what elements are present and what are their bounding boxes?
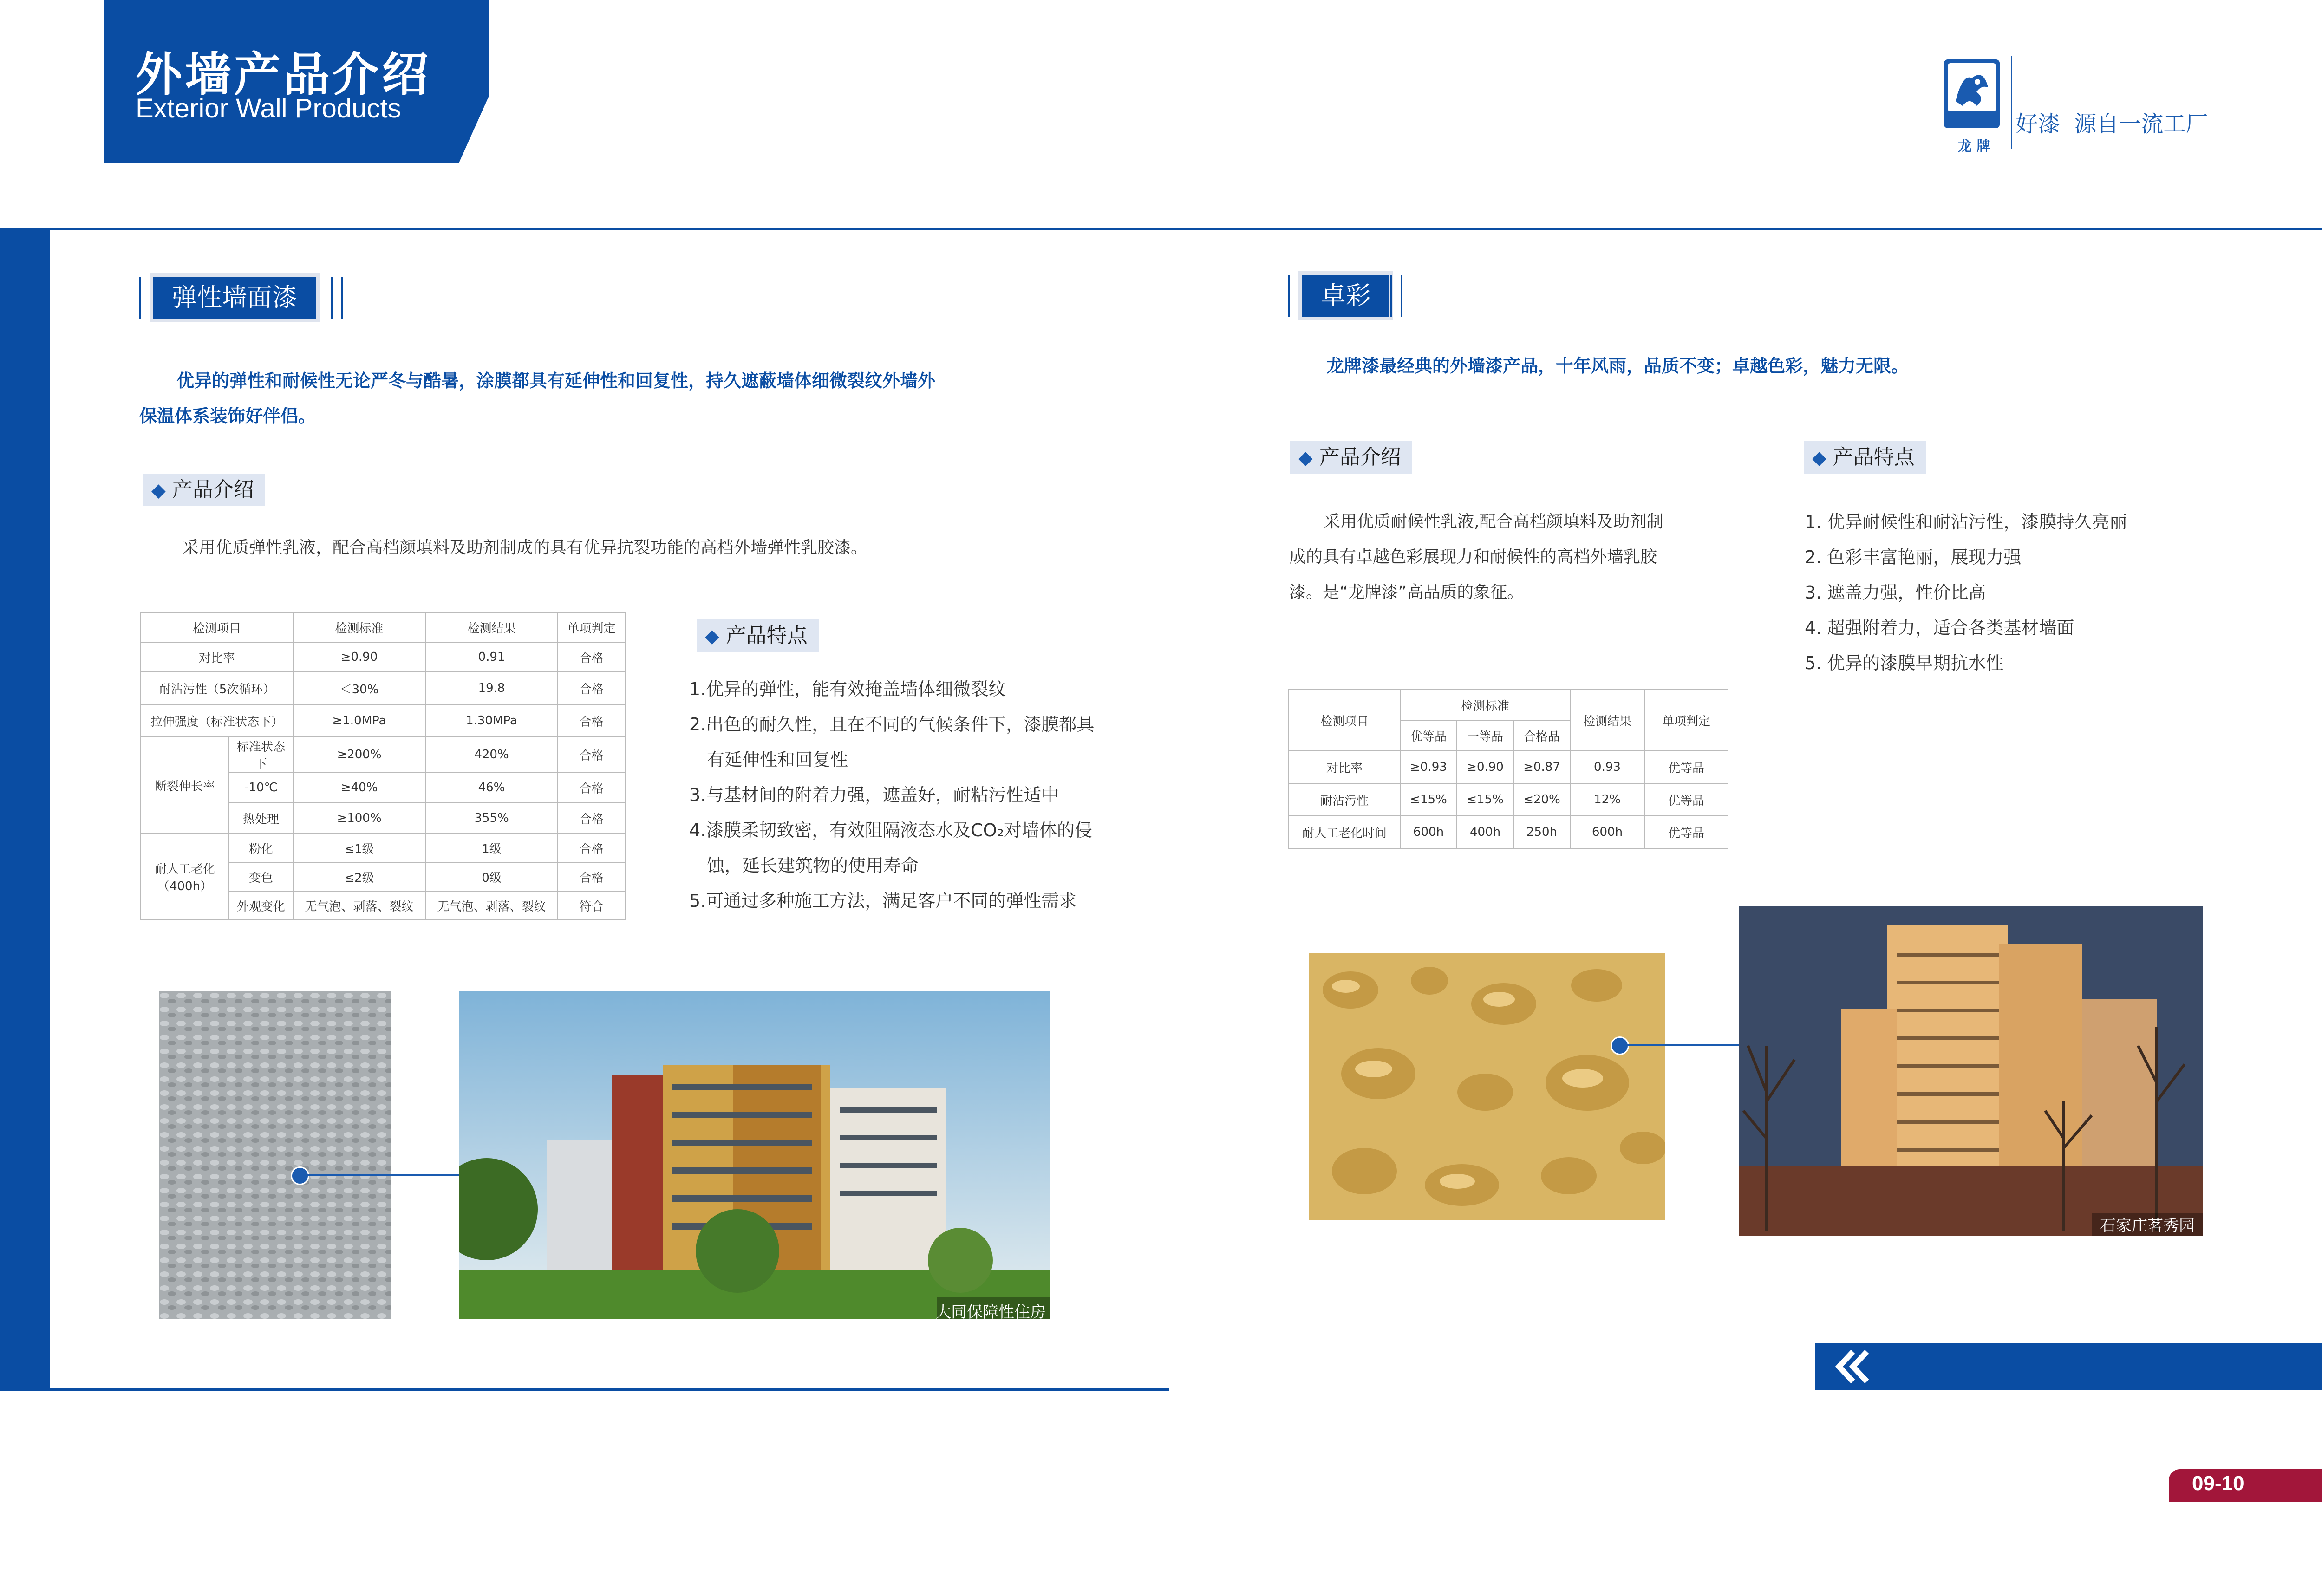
page-subtitle: Exterior Wall Products: [136, 93, 401, 124]
section-marker: [1288, 275, 1300, 317]
texture-swatch-gray: [159, 991, 391, 1319]
elastic-intro-line2: 保温体系装饰好伴侣。: [139, 406, 316, 426]
elastic-spec-table: [140, 612, 626, 920]
zhuocai-intro-line: 采用优质耐候性乳液,配合高档颜填料及助剂制: [1324, 512, 1663, 531]
table-cell: 外观变化: [229, 891, 293, 920]
table-header-row: [1289, 690, 1728, 720]
table-row: [141, 672, 625, 704]
table-cell: 400h: [1457, 816, 1513, 848]
table-cell: ≤15%: [1400, 783, 1457, 816]
table-row: [1289, 816, 1728, 848]
dragon-logo-icon: [1944, 59, 2000, 128]
subhead-label: 产品介绍: [172, 478, 254, 502]
table-cell: 检测标准: [1400, 690, 1570, 720]
table-cell: 合格: [558, 772, 625, 803]
table-cell: 合格: [558, 704, 625, 737]
table-cell: 0.93: [1570, 751, 1644, 783]
table-cell: ≥200%: [293, 737, 425, 772]
feature-line: 3.与基材间的附着力强，遮盖好，耐粘污性适中: [689, 785, 1059, 805]
table-cell: 优等品: [1644, 783, 1728, 816]
diamond-icon: ◆: [1298, 447, 1313, 469]
table-cell: 断裂伸长率: [141, 737, 229, 834]
table-header-row: [141, 612, 625, 642]
table-cell: 变色: [229, 862, 293, 891]
table-row: [141, 642, 625, 672]
table-row: [1289, 751, 1728, 783]
table-cell: 检测结果: [1570, 690, 1644, 751]
table-cell: 46%: [425, 772, 558, 803]
photo-caption: 大同保障性住房: [935, 1303, 1046, 1322]
zhuocai-spec-table: [1288, 689, 1728, 849]
feature-line: 4. 超强附着力，适合各类基材墙面: [1805, 618, 2074, 638]
table-cell: 无气泡、剥落、裂纹: [293, 891, 425, 920]
top-rule: [50, 228, 2322, 230]
table-cell: ≤1级: [293, 834, 425, 862]
subhead-label: 产品特点: [1833, 445, 1915, 469]
elastic-intro-line1: 优异的弹性和耐候性无论严冬与酷暑，涂膜都具有延伸性和回复性，持久遮蔽墙体细微裂纹外墙外: [176, 371, 936, 391]
table-cell: 检测标准: [293, 612, 425, 642]
feature-line: 有延伸性和回复性: [707, 749, 848, 770]
slogan: 好漆 源自一流工厂: [2015, 111, 2208, 137]
chevron-left-icon: [1834, 1348, 1876, 1393]
diamond-icon: ◆: [151, 480, 166, 501]
zhuocai-intro-line: 成的具有卓越色彩展现力和耐候性的高档外墙乳胶: [1289, 547, 1657, 567]
table-cell: 对比率: [141, 642, 293, 672]
section-marker: [1390, 275, 1402, 317]
table-cell: 12%: [1570, 783, 1644, 816]
table-cell: 1.30MPa: [425, 704, 558, 737]
table-cell: 检测结果: [425, 612, 558, 642]
table-cell: 检测项目: [141, 612, 293, 642]
slogan-divider: [2011, 56, 2012, 149]
feature-line: 2. 色彩丰富艳丽，展现力强: [1805, 547, 2022, 567]
table-cell: 耐人工老化时间: [1289, 816, 1400, 848]
table-cell: ≥0.93: [1400, 751, 1457, 783]
table-cell: ≤20%: [1513, 783, 1570, 816]
table-cell: 合格品: [1513, 720, 1570, 751]
table-cell: 600h: [1570, 816, 1644, 848]
table-cell: 热处理: [229, 803, 293, 834]
table-cell: 合格: [558, 834, 625, 862]
table-cell: 420%: [425, 737, 558, 772]
texture-swatch-yellow: [1309, 953, 1665, 1220]
table-cell: 无气泡、剥落、裂纹: [425, 891, 558, 920]
callout-dot: [291, 1166, 309, 1185]
table-cell: ≥0.90: [293, 642, 425, 672]
feature-line: 蚀，延长建筑物的使用寿命: [707, 855, 919, 876]
table-cell: 合格: [558, 737, 625, 772]
table-cell: 单项判定: [558, 612, 625, 642]
table-row: [141, 704, 625, 737]
table-cell: 符合: [558, 891, 625, 920]
subhead-label: 产品特点: [725, 624, 808, 647]
section-title-elastic: 弹性墙面漆: [153, 277, 316, 319]
diamond-icon: ◆: [705, 625, 719, 647]
feature-line: 5. 优异的漆膜早期抗水性: [1805, 653, 2004, 673]
page-title: 外墙产品介绍: [136, 47, 431, 102]
section-title-zhuocai: 卓彩: [1302, 275, 1389, 317]
table-cell: 一等品: [1457, 720, 1513, 751]
table-cell: 1级: [425, 834, 558, 862]
section-marker: [139, 277, 151, 319]
table-cell: 耐沾污性（5次循环）: [141, 672, 293, 704]
table-cell: [141, 834, 229, 920]
table-cell: 耐沾污性: [1289, 783, 1400, 816]
table-cell: 合格: [558, 862, 625, 891]
table-cell: ≥0.90: [1457, 751, 1513, 783]
feature-line: 1. 优异耐候性和耐沾污性，漆膜持久亮丽: [1805, 512, 2127, 532]
table-cell: ≥40%: [293, 772, 425, 803]
table-cell: 对比率: [1289, 751, 1400, 783]
bottom-rule: [50, 1388, 1169, 1391]
callout-dot: [1611, 1036, 1629, 1055]
table-row: [141, 834, 625, 862]
table-cell: 优等品: [1644, 751, 1728, 783]
page-number: 09-10: [2192, 1472, 2244, 1495]
subhead-label: 产品介绍: [1319, 445, 1401, 469]
table-cell: ＜30%: [293, 672, 425, 704]
table-cell: 标准状态下: [229, 737, 293, 772]
table-cell: 拉伸强度（标准状态下）: [141, 704, 293, 737]
table-cell: 合格: [558, 672, 625, 704]
logo-caption: 龙 牌: [1957, 138, 1991, 155]
section-marker: [331, 277, 343, 319]
feature-line: 3. 遮盖力强，性价比高: [1805, 582, 1986, 603]
table-cell: 检测项目: [1289, 690, 1400, 751]
table-cell: 优等品: [1644, 816, 1728, 848]
table-cell: 19.8: [425, 672, 558, 704]
table-cell: 合格: [558, 803, 625, 834]
feature-line: 5.可通过多种施工方法，满足客户不同的弹性需求: [689, 891, 1077, 911]
table-cell: 250h: [1513, 816, 1570, 848]
table-row: [141, 737, 625, 772]
table-cell: ≤15%: [1457, 783, 1513, 816]
zhuocai-intro-line: 漆。是“龙牌漆”高品质的象征。: [1289, 583, 1524, 602]
subhead-product-intro: [1290, 441, 1412, 474]
table-cell: ≤2级: [293, 862, 425, 891]
photo-caption: 石家庄茗秀园: [2100, 1217, 2195, 1235]
building-photo-datong: [459, 991, 1050, 1319]
table-cell: ≥1.0MPa: [293, 704, 425, 737]
table-cell: 粉化: [229, 834, 293, 862]
table-cell: 600h: [1400, 816, 1457, 848]
subhead-product-intro: [143, 474, 265, 506]
group-label: 耐人工老化: [154, 862, 215, 876]
table-cell: ≥0.87: [1513, 751, 1570, 783]
feature-line: 2.出色的耐久性，且在不同的气候条件下，漆膜都具: [689, 714, 1095, 735]
table-cell: 0.91: [425, 642, 558, 672]
table-cell: 优等品: [1400, 720, 1457, 751]
group-label: （400h）: [157, 879, 213, 893]
table-cell: ≥100%: [293, 803, 425, 834]
table-cell: 0级: [425, 862, 558, 891]
subhead-features: [1804, 441, 1926, 474]
table-cell: 合格: [558, 642, 625, 672]
table-cell: 355%: [425, 803, 558, 834]
footer-bar: [1815, 1343, 2322, 1390]
table-cell: 单项判定: [1644, 690, 1728, 751]
feature-line: 4.漆膜柔韧致密，有效阻隔液态水及CO₂对墙体的侵: [689, 820, 1092, 840]
subhead-features: [697, 619, 819, 652]
feature-line: 1.优异的弹性，能有效掩盖墙体细微裂纹: [689, 679, 1006, 699]
zhuocai-intro: 龙牌漆最经典的外墙漆产品，十年风雨，品质不变；卓越色彩，魅力无限。: [1326, 356, 1909, 376]
elastic-product-intro: 采用优质弹性乳液，配合高档颜填料及助剂制成的具有优异抗裂功能的高档外墙弹性乳胶漆。: [182, 538, 868, 557]
table-cell: -10℃: [229, 772, 293, 803]
table-row: [1289, 783, 1728, 816]
diamond-icon: ◆: [1812, 447, 1826, 469]
left-side-bar: [0, 228, 50, 1391]
building-photo-shijiazhuang: [1739, 906, 2203, 1236]
